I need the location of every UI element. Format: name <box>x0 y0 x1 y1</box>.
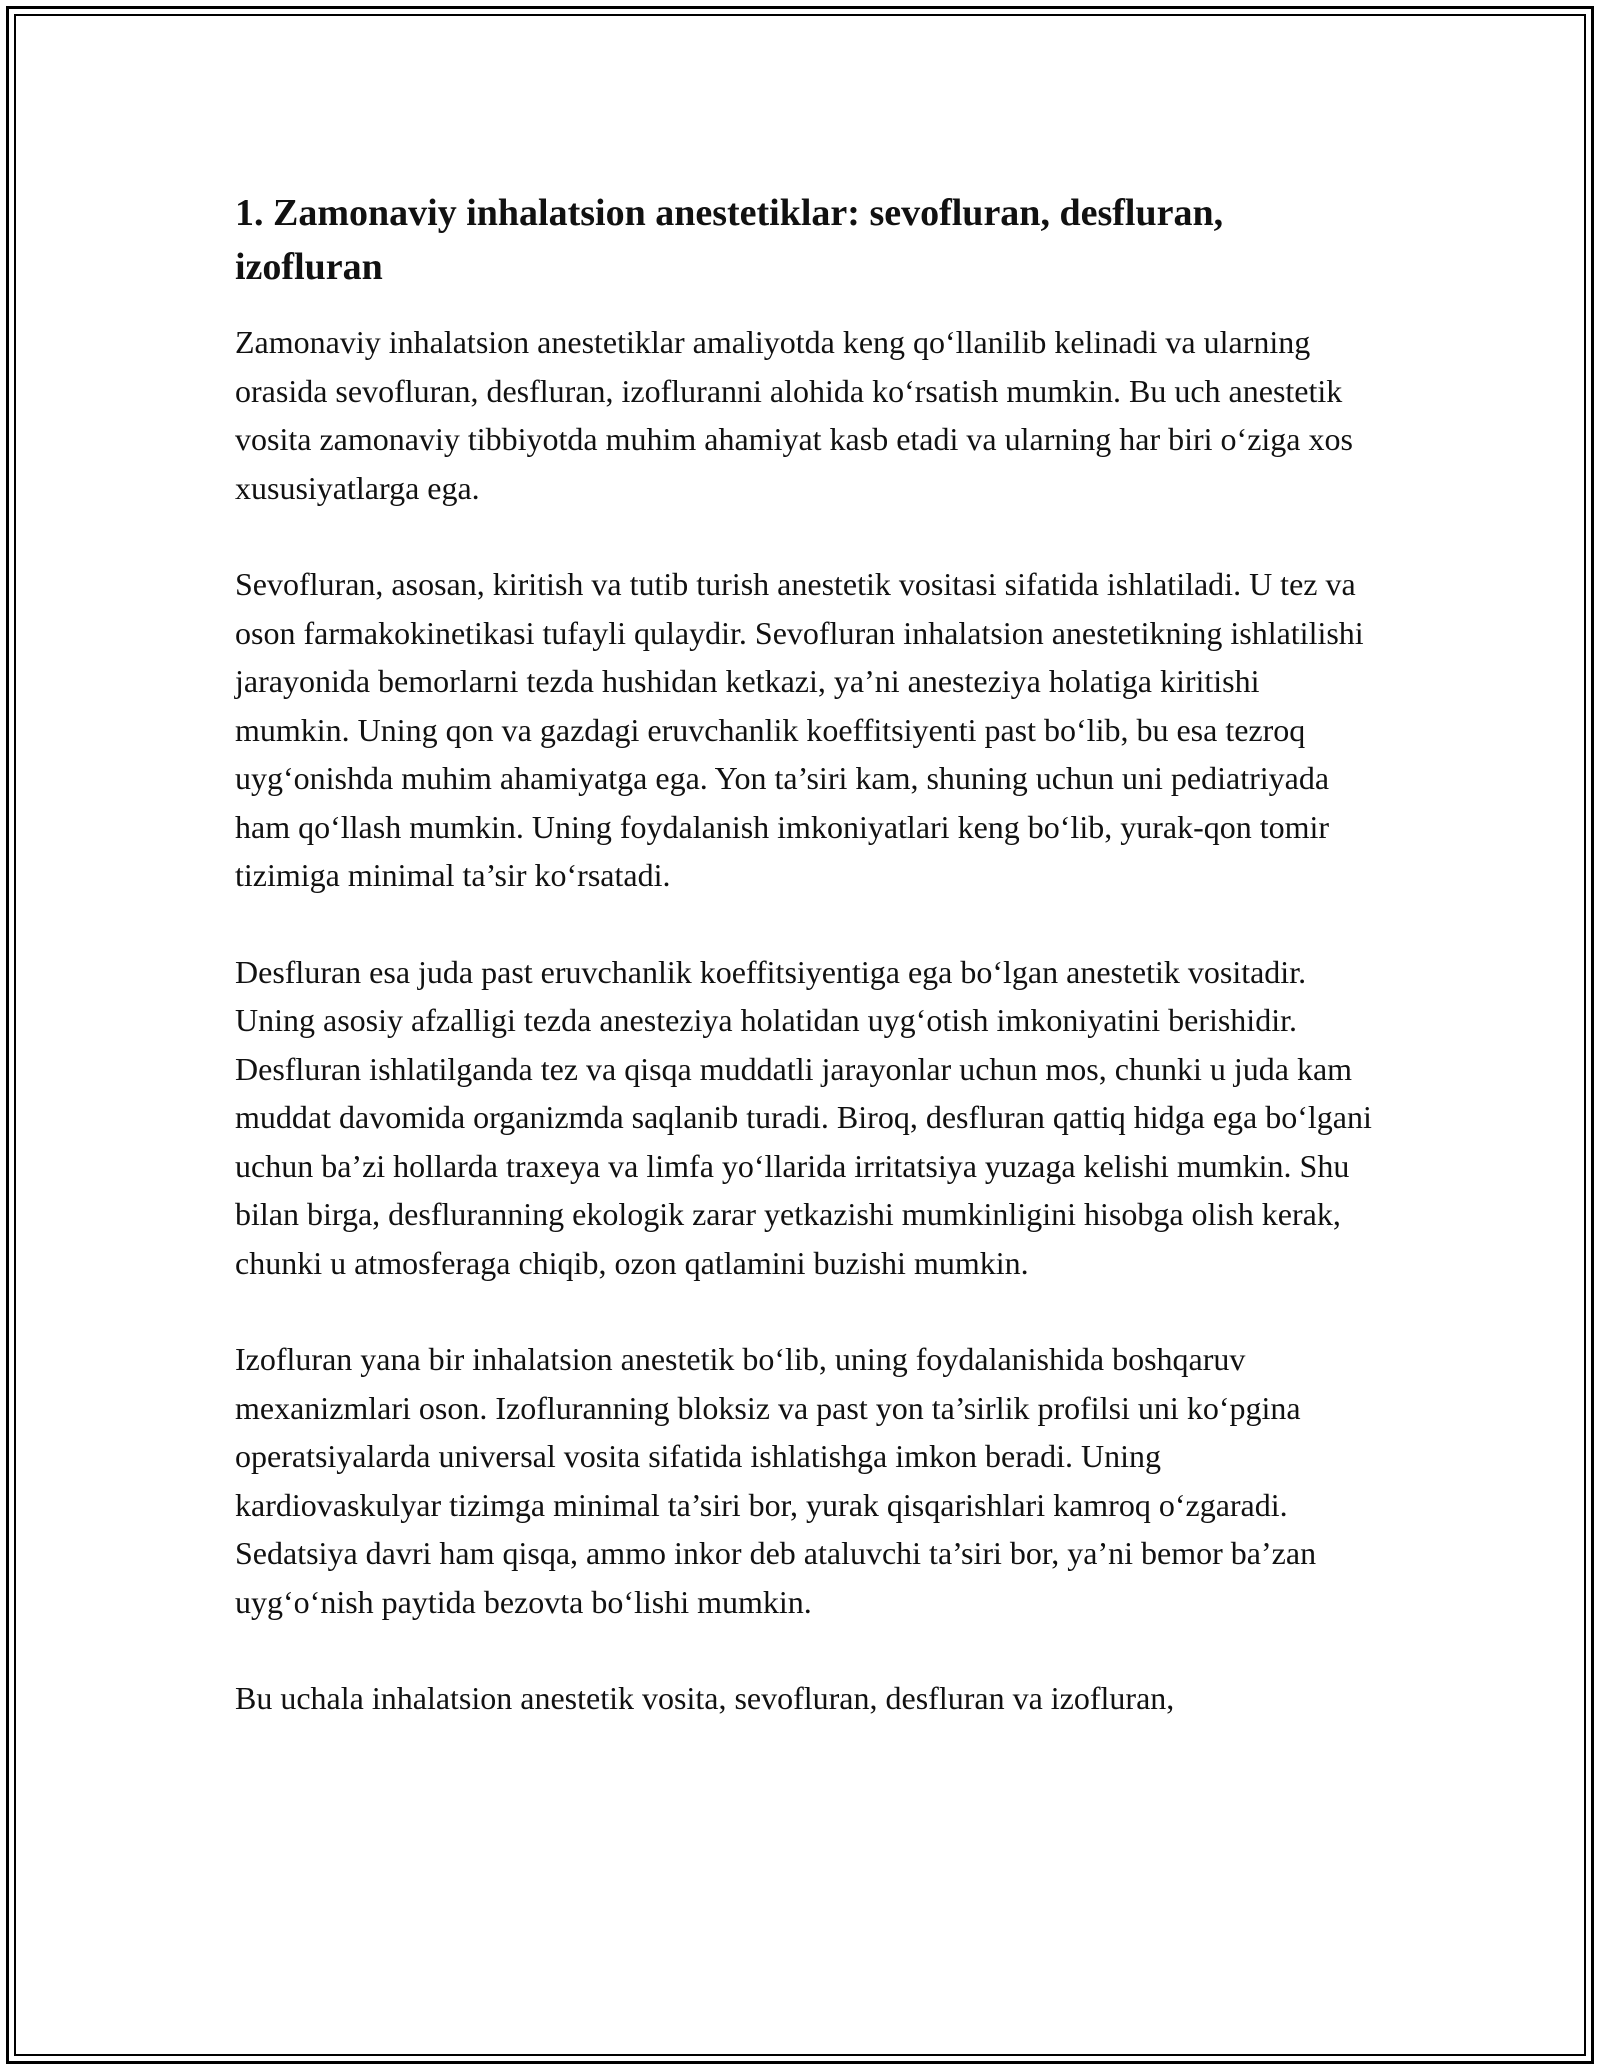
document-body <box>235 186 1375 1771</box>
section-heading: 1. Zamonaviy inhalatsion anestetiklar: sevofluran, desfluran, izofluran <box>235 192 1224 288</box>
paragraph-summary: Bu uchala inhalatsion anestetik vosita, sevofluran, desfluran va izofluran, <box>235 1680 1175 1716</box>
paragraph-intro: Zamonaviy inhalatsion anestetiklar amaliyotda keng qo‘llanilib kelinadi va ularning orasida sevofluran, desfluran, izofluranni alohida ko‘rsatish mumkin. Bu uch anestetik vosita zamonaviy tibbiyotda muhim ahamiyat kasb etadi va ularning har biri o‘ziga xos xususiyatlarga ega. <box>235 324 1353 506</box>
paragraph-desfluran: Desfluran esa juda past eruvchanlik koeffitsiyentiga ega bo‘lgan anestetik vositadir. Uning asosiy afzalligi tezda anesteziya holatidan uyg‘otish imkoniyatini berishidir. Desfluran ishlatilganda tez va qisqa muddatli jarayonlar uchun mos, chunki u juda kam muddat davomida organizmda saqlanib turadi. Biroq, desfluran qattiq hidga ega bo‘lgani uchun ba’zi hollarda traxeya va limfa yo‘llarida irritatsiya yuzaga kelishi mumkin. Shu bilan birga, desfluranning ekologik zarar yetkazishi mumkinligini hisobga olish kerak, chunki u atmosferaga chiqib, ozon qatlamini buzishi mumkin. <box>235 953 1372 1281</box>
paragraph-izofluran: Izofluran yana bir inhalatsion anestetik bo‘lib, uning foydalanishida boshqaruv mexanizmlari oson. Izofluranning bloksiz va past yon ta’sirlik profilsi uni ko‘pgina operatsiyalarda universal vosita sifatida ishlatishga imkon beradi. Uning kardiovaskulyar tizimga minimal ta’siri bor, yurak qisqarishlari kamroq o‘zgaradi. Sedatsiya davri ham qisqa, ammo inkor deb ataluvchi ta’siri bor, ya’ni bemor ba’zan uyg‘o‘nish paytida bezovta bo‘lishi mumkin. <box>235 1341 1317 1620</box>
paragraph-sevofluran: Sevofluran, asosan, kiritish va tutib turish anestetik vositasi sifatida ishlatiladi. U tez va oson farmakokinetikasi tufayli qulaydir. Sevofluran inhalatsion anestetikning ishlatilishi jarayonida bemorlarni tezda hushidan ketkazi, ya’ni anesteziya holatiga kiritishi mumkin. Uning qon va gazdagi eruvchanlik koeffitsiyenti past bo‘lib, bu esa tezroq uyg‘onishda muhim ahamiyatga ega. Yon ta’siri kam, shuning uchun uni pediatriyada ham qo‘llash mumkin. Uning foydalanish imkoniyatlari keng bo‘lib, yurak-qon tomir tizimiga minimal ta’sir ko‘rsatadi. <box>235 566 1364 893</box>
